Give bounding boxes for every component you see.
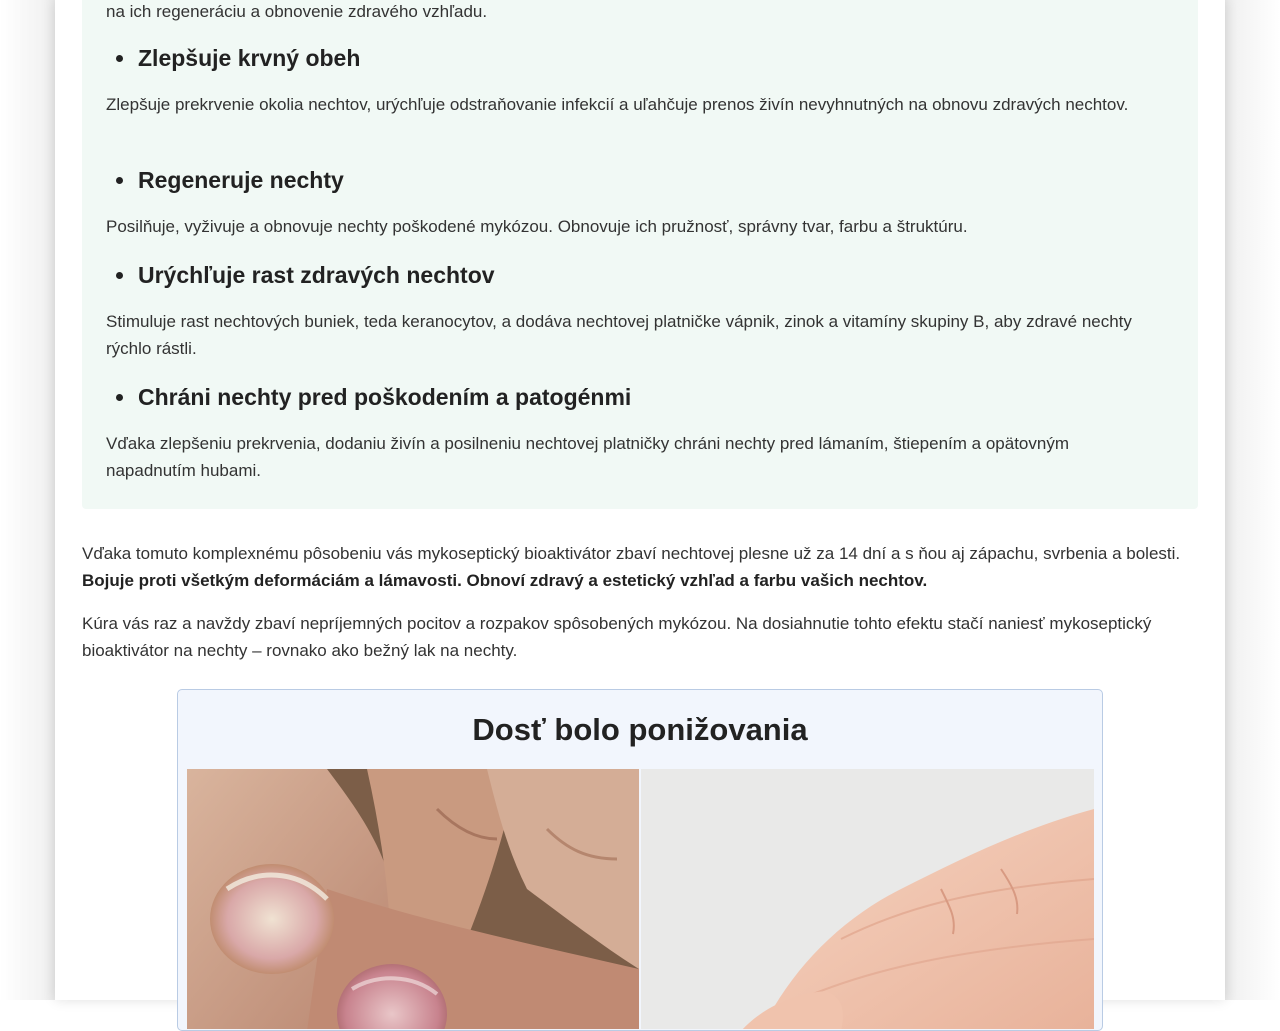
- benefit-heading-blood-flow: [116, 43, 360, 73]
- healthy-hand-image: [641, 769, 1094, 1029]
- article-page: [55, 0, 1225, 1000]
- page-gutter-left: [0, 0, 60, 1000]
- benefit-text-blood-flow: Zlepšuje prekrvenie okolia nechtov, urýchľuje odstraňovanie infekcií a uľahčuje prenos živín nevyhnutných na obnovu zdravých nechtov.: [106, 95, 1129, 114]
- effect-paragraph: [82, 540, 1182, 594]
- before-photo: [187, 769, 639, 1029]
- bullet-icon: [116, 394, 123, 401]
- infected-nails-image: [187, 769, 639, 1029]
- cure-paragraph: Kúra vás raz a navždy zbaví nepríjemných pocitov a rozpakov spôsobených mykózou. Na dosiahnutie tohto efektu stačí naniesť mykoseptický bioaktivátor na nechty – rovnako ako bežný lak na nechty.: [82, 614, 1152, 660]
- after-photo: [641, 769, 1094, 1029]
- bullet-icon: [116, 177, 123, 184]
- benefit-heading-label: Regeneruje nechty: [138, 167, 344, 193]
- page-gutter-right: [1220, 0, 1280, 1000]
- benefit-heading-regenerate: [116, 165, 344, 195]
- bullet-icon: [116, 272, 123, 279]
- benefit-text-growth: Stimuluje rast nechtových buniek, teda keranocytov, a dodáva nechtovej platničke vápnik, zinok a vitamíny skupiny B, aby zdravé nechty rýchlo rástli.: [106, 312, 1132, 358]
- benefits-box: [82, 0, 1198, 509]
- before-after-card: [177, 689, 1103, 1031]
- benefit-heading-label: Zlepšuje krvný obeh: [138, 45, 361, 71]
- benefit-heading-label: Chráni nechty pred poškodením a patogénmi: [138, 384, 632, 410]
- benefit-text-regenerate: Posilňuje, vyživuje a obnovuje nechty poškodené mykózou. Obnovuje ich pružnosť, správny tvar, farbu a štruktúru.: [106, 217, 968, 236]
- bullet-icon: [116, 55, 123, 62]
- benefit-heading-protect: [116, 382, 631, 412]
- benefit-heading-growth: [116, 260, 495, 290]
- benefits-intro-text: na ich regeneráciu a obnovenie zdravého vzhľadu.: [106, 2, 488, 21]
- effect-paragraph-text: Vďaka tomuto komplexnému pôsobeniu vás mykoseptický bioaktivátor zbaví nechtovej plesne už za 14 dní a s ňou aj zápachu, svrbenia a bolesti.: [82, 544, 1181, 563]
- effect-paragraph-bold: Bojuje proti všetkým deformáciám a lámavosti. Obnoví zdravý a estetický vzhľad a farbu vašich nechtov.: [82, 571, 928, 590]
- comparison-title: Dosť bolo ponižovania: [472, 712, 808, 747]
- benefit-text-protect: Vďaka zlepšeniu prekrvenia, dodaniu živín a posilneniu nechtovej platničky chráni nechty pred lámaním, štiepením a opätovným napadnutím hubami.: [106, 434, 1069, 480]
- benefit-heading-label: Urýchľuje rast zdravých nechtov: [138, 262, 495, 288]
